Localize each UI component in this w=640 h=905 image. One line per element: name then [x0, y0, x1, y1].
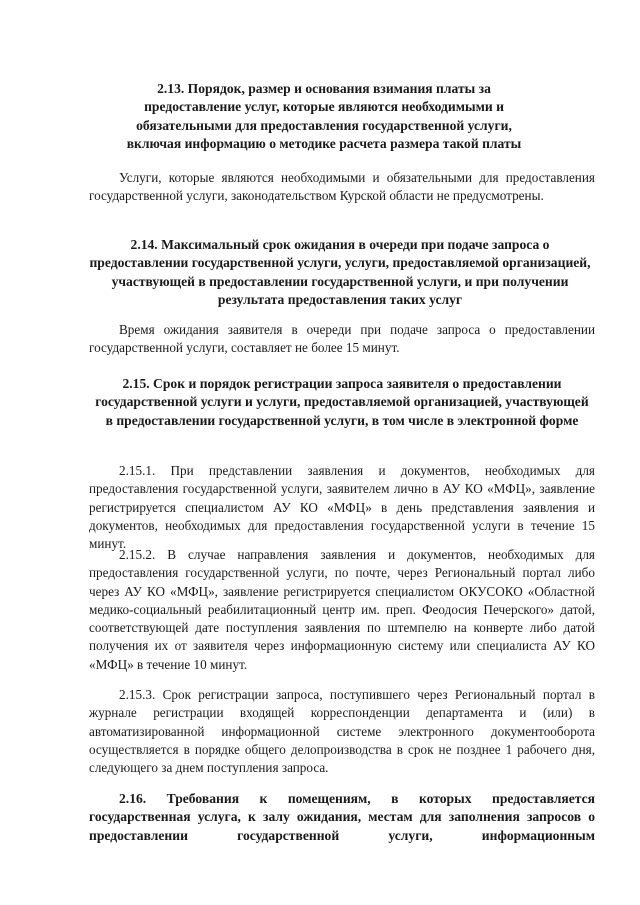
section-2-14-text: Время ожидания заявителя в очереди при подаче запроса о предоставлении государственной услуги, составляет не более 15 минут.	[89, 322, 595, 356]
section-2-15-heading: 2.15. Срок и порядок регистрации запроса заявителя о предоставлении государственной услуги и услуги, предоставляемой организацией, участвующей в предоставлении государственной услуги, в том числе в электронной форме	[95, 376, 589, 428]
section-2-16-heading: 2.16. Требования к помещениям, в которых предоставляется государственная услуга, к залу ожидания, местам для заполнения запросов о предоставлении государственной услуги, информационным	[89, 791, 595, 843]
section-2-13-text: Услуги, которые являются необходимыми и обязательными для предоставления государственной услуги, законодательством Курской области не предусмотрены.	[89, 170, 595, 204]
section-2-14-heading: 2.14. Максимальный срок ожидания в очереди при подаче запроса о предоставлении государственной услуги, услуги, предоставляемой организацией, участвующей в предоставлении государственной услуги, и при получении результата предоставления таких услуг	[89, 237, 591, 307]
section-2-15-2-text: 2.15.2. В случае направления заявления и документов, необходимых для предоставления государственной услуги, по почте, через Региональный портал либо через АУ КО «МФЦ», заявление регистрируется специалистом ОКУСОКО «Областной медико-социальный реабилитационный центр им. преп. Феодосия Печерского» датой, соответствующей дате поступления заявления по штемпелю на конверте либо датой получения их от заявителя через информационную систему или специалиста АУ КО «МФЦ» в течение 10 минут.	[89, 547, 595, 672]
section-2-13-heading: 2.13. Порядок, размер и основания взимания платы за предоставление услуг, которые являются необходимыми и обязательными для предоставления государственной услуги, включая информацию о методике расчета размера такой платы	[126, 81, 522, 151]
section-2-15-3-text: 2.15.3. Срок регистрации запроса, поступившего через Региональный портал в журнале регистрации входящей корреспонденции департамента и (или) в автоматизированной информационной системе электронного документооборота осуществляется в порядке общего делопроизводства в срок не позднее 1 рабочего дня, следующего за днем поступления запроса.	[89, 687, 595, 776]
section-2-15-1-text: 2.15.1. При представлении заявления и документов, необходимых для предоставления государственной услуги, заявителем лично в АУ КО «МФЦ», заявление регистрируется специалистом АУ КО «МФЦ» в день представления заявления и документов, необходимых для предоставления государственной услуги в течение 15 минут.	[89, 463, 595, 552]
